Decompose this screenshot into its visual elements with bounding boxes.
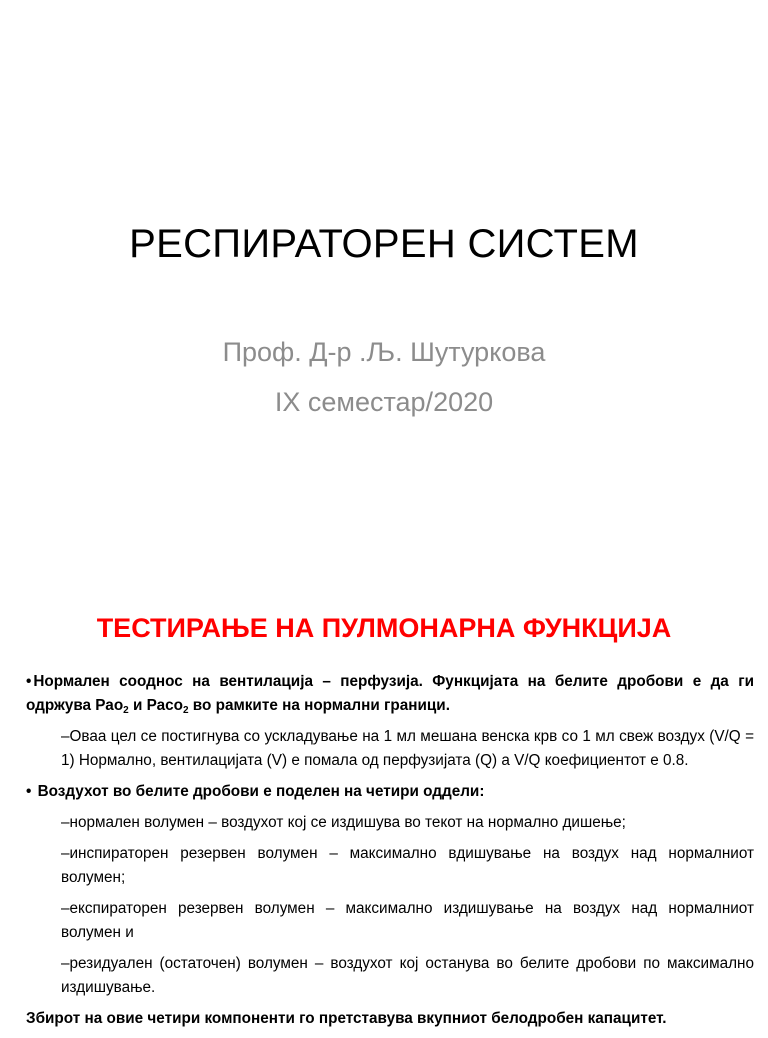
semester-line: IX семестар/2020 [274,387,494,417]
summary-line: Збирот на овие четири компоненти го претставува вкупниот белодробен капацитет. [26,1010,667,1027]
list-item: –нормален волумен – воздухот кој се издишува во текот на нормално дишење; [61,814,626,831]
subscript-co2: 2 [183,705,189,716]
bullet-marker: • [26,783,32,800]
bullet-air-compartments [26,780,754,804]
slide-body [26,670,754,1038]
sub-paragraph-vq: –Оваа цел се постигнува со усклaдување на 1 мл мешана венска крв со 1 мл свеж воздух (V/Q = 1) Нормално, вентилацијата (V) е помала од перфузијата (Q) а V/Q коефициентот е 0.8. [61,728,754,769]
bullet2-text: Воздухот во белите дробови е поделен на четири оддели: [33,783,485,800]
bullet1-text-b: и Расо [128,697,183,714]
bullet-marker: • [26,673,32,690]
slide-title: РЕСПИРАТОРЕН СИСТЕМ [129,222,639,266]
bullet1-text-c: во рамките на нормални граници. [188,697,450,714]
list-item: –инспираторен резервен волумен – максимално вдишување на воздух над нормалниот волумен; [61,845,754,886]
bullet1-text-a: Нормален сооднос на вентилација – перфузија. Функцијата на белите дробови е да ги одржува Рао [26,673,754,714]
list-item: –експираторен резервен волумен – максимално издишување на воздух над нормалниот волумен и [61,900,754,941]
content-slide [0,576,768,1027]
author-line: Проф. Д-р .Љ. Шутуркова [222,337,546,367]
bullet-ventilation-perfusion [26,670,754,718]
list-item: –резидуален (остаточен) волумен – воздухот кој останува во белите дробови по максимално издишување. [61,955,754,996]
subscript-o2: 2 [123,705,129,716]
slide-heading: ТЕСТИРАЊЕ НА ПУЛМОНАРНА ФУНКЦИЈА [96,613,672,643]
